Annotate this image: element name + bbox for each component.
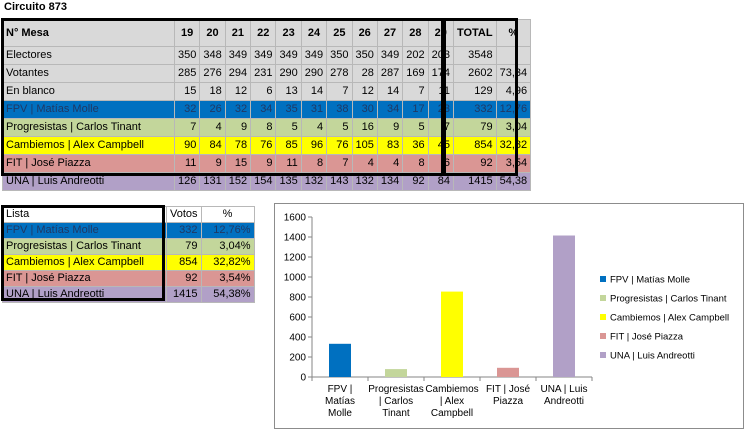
mesa-value-cell: 18 — [200, 83, 225, 101]
pct-cell — [496, 47, 531, 65]
mesa-value-cell: 6 — [428, 155, 453, 173]
mesa-value-cell: 6 — [251, 83, 276, 101]
mesa-value-cell: 35 — [276, 101, 301, 119]
legend-swatch — [600, 352, 606, 358]
mesa-value-cell: 17 — [403, 101, 428, 119]
summary-table — [2, 206, 255, 303]
legend-swatch — [600, 314, 606, 320]
total-cell: 129 — [453, 83, 496, 101]
bar-chart — [275, 204, 743, 428]
summary-row — [3, 223, 255, 239]
x-tick-label-line: Piazza — [492, 396, 524, 407]
header-cell-mesa-number: 25 — [327, 20, 352, 47]
mesa-value-cell: 174 — [428, 65, 453, 83]
mesa-value-cell: 36 — [403, 137, 428, 155]
mesa-value-cell: 290 — [276, 65, 301, 83]
mesa-value-cell: 135 — [276, 173, 301, 191]
header-cell-mesa-number: 27 — [377, 20, 402, 47]
mesa-value-cell: 349 — [251, 47, 276, 65]
x-tick-label-line: Tinant — [382, 408, 410, 419]
y-tick-label: 600 — [289, 312, 306, 324]
summary-pct-cell: 54,38% — [201, 287, 254, 303]
summary-votos-cell: 854 — [167, 255, 202, 271]
mesa-value-cell: 16 — [352, 119, 377, 137]
mesa-value-cell: 7 — [175, 119, 200, 137]
mesa-value-cell: 90 — [175, 137, 200, 155]
legend-label: FPV | Matías Molle — [610, 274, 691, 286]
x-tick-label-line: Molle — [328, 408, 352, 419]
mesa-value-cell: 131 — [200, 173, 225, 191]
mesa-value-cell: 285 — [175, 65, 200, 83]
y-tick-label: 1600 — [283, 212, 306, 224]
total-cell: 92 — [453, 155, 496, 173]
summary-row — [3, 239, 255, 255]
mesa-value-cell: 76 — [251, 137, 276, 155]
mesa-value-cell: 8 — [301, 155, 326, 173]
y-tick-label: 1200 — [283, 252, 306, 264]
pct-cell: 4,96 — [496, 83, 531, 101]
row-label: Electores — [3, 47, 175, 65]
summary-votos-cell: 332 — [167, 223, 202, 239]
pct-cell: 54,38 — [496, 173, 531, 191]
mesa-value-cell: 96 — [301, 137, 326, 155]
header-cell-total: TOTAL — [453, 20, 496, 47]
summary-row — [3, 271, 255, 287]
legend-label: FIT | José Piazza — [610, 331, 684, 343]
bar — [497, 368, 519, 377]
row-label: UNA | Luis Andreotti — [3, 173, 175, 191]
mesa-value-cell: 9 — [377, 119, 402, 137]
row-label: FIT | José Piazza — [3, 155, 175, 173]
mesa-value-cell: 4 — [352, 155, 377, 173]
x-tick-label-line: Matías — [324, 396, 356, 407]
mesa-value-cell: 287 — [377, 65, 402, 83]
summary-lista-cell: Progresistas | Carlos Tinant — [3, 239, 167, 255]
summary-header-lista: Lista — [3, 207, 167, 223]
header-cell-mesa-number: 20 — [200, 20, 225, 47]
mesa-value-cell: 92 — [403, 173, 428, 191]
mesa-value-cell: 349 — [377, 47, 402, 65]
mesa-value-cell: 7 — [428, 119, 453, 137]
mesa-value-cell: 12 — [225, 83, 250, 101]
mesa-value-cell: 14 — [301, 83, 326, 101]
mesa-value-cell: 23 — [428, 101, 453, 119]
mesa-value-cell: 9 — [251, 155, 276, 173]
total-cell: 2602 — [453, 65, 496, 83]
mesa-value-cell: 350 — [352, 47, 377, 65]
header-cell-pct: % — [496, 20, 531, 47]
x-tick-label — [425, 384, 478, 419]
mesa-value-cell: 34 — [251, 101, 276, 119]
mesa-value-cell: 202 — [403, 47, 428, 65]
mesa-value-cell: 11 — [175, 155, 200, 173]
y-tick-label: 1400 — [283, 232, 306, 244]
row-label: FPV | Matías Molle — [3, 101, 175, 119]
mesa-value-cell: 32 — [225, 101, 250, 119]
bar — [441, 292, 463, 377]
mesa-value-cell: 350 — [327, 47, 352, 65]
mesa-value-cell: 84 — [200, 137, 225, 155]
legend-swatch — [600, 333, 606, 339]
mesa-value-cell: 85 — [276, 137, 301, 155]
mesa-value-cell: 278 — [327, 65, 352, 83]
mesa-value-cell: 32 — [175, 101, 200, 119]
header-cell-mesa-number: 19 — [175, 20, 200, 47]
table-row — [3, 173, 531, 191]
y-tick-label: 1000 — [283, 272, 306, 284]
mesa-value-cell: 276 — [200, 65, 225, 83]
mesa-value-cell: 8 — [251, 119, 276, 137]
y-tick-label: 400 — [289, 332, 306, 344]
mesa-value-cell: 15 — [225, 155, 250, 173]
mesa-value-cell: 30 — [352, 101, 377, 119]
mesa-value-cell: 350 — [175, 47, 200, 65]
x-tick-label — [486, 384, 531, 407]
summary-header-votos: Votos — [167, 207, 202, 223]
x-tick-label-line: Campbell — [430, 408, 474, 419]
mesa-value-cell: 7 — [403, 83, 428, 101]
mesa-value-cell: 290 — [301, 65, 326, 83]
row-label: Progresistas | Carlos Tinant — [3, 119, 175, 137]
mesa-value-cell: 5 — [276, 119, 301, 137]
summary-lista-cell: FIT | José Piazza — [3, 271, 167, 287]
mesa-value-cell: 7 — [327, 83, 352, 101]
legend-label: Progresistas | Carlos Tinant — [610, 293, 727, 305]
mesa-value-cell: 132 — [301, 173, 326, 191]
header-cell-mesa-number: 23 — [276, 20, 301, 47]
legend-swatch — [600, 295, 606, 301]
row-label: En blanco — [3, 83, 175, 101]
mesa-value-cell: 13 — [276, 83, 301, 101]
mesa-value-cell: 5 — [403, 119, 428, 137]
pct-cell: 12,76 — [496, 101, 531, 119]
summary-header-pct: % — [201, 207, 254, 223]
chart-frame — [274, 203, 744, 429]
pct-cell: 32,82 — [496, 137, 531, 155]
pct-cell: 73,34 — [496, 65, 531, 83]
legend-swatch — [600, 276, 606, 282]
y-tick-label: 0 — [300, 372, 306, 384]
mesa-value-cell: 12 — [352, 83, 377, 101]
total-cell: 332 — [453, 101, 496, 119]
mesa-value-cell: 7 — [327, 155, 352, 173]
mesa-value-cell: 4 — [377, 155, 402, 173]
total-cell: 854 — [453, 137, 496, 155]
mesa-value-cell: 26 — [200, 101, 225, 119]
x-tick-label — [540, 384, 587, 407]
mesa-value-cell: 9 — [200, 155, 225, 173]
header-cell-mesa-number: 28 — [403, 20, 428, 47]
table-row — [3, 155, 531, 173]
table-row — [3, 65, 531, 83]
row-label: Votantes — [3, 65, 175, 83]
mesa-value-cell: 28 — [352, 65, 377, 83]
x-tick-label — [368, 384, 424, 419]
mesa-value-cell: 349 — [276, 47, 301, 65]
summary-votos-cell: 92 — [167, 271, 202, 287]
bar — [329, 344, 351, 377]
table-row — [3, 101, 531, 119]
mesa-value-cell: 8 — [403, 155, 428, 173]
mesa-value-cell: 11 — [276, 155, 301, 173]
summary-pct-cell: 3,54% — [201, 271, 254, 287]
mesa-value-cell: 105 — [352, 137, 377, 155]
mesa-value-cell: 9 — [225, 119, 250, 137]
summary-pct-cell: 32,82% — [201, 255, 254, 271]
mesa-value-cell: 4 — [301, 119, 326, 137]
bar — [553, 236, 575, 378]
header-cell-mesa: N° Mesa — [3, 20, 175, 47]
x-tick-label-line: UNA | Luis — [540, 384, 588, 395]
mesa-value-cell: 134 — [377, 173, 402, 191]
mesa-value-cell: 5 — [327, 119, 352, 137]
header-cell-mesa-number: 29 — [428, 20, 453, 47]
table-row — [3, 47, 531, 65]
mesa-value-cell: 126 — [175, 173, 200, 191]
mesa-value-cell: 152 — [225, 173, 250, 191]
summary-pct-cell: 3,04% — [201, 239, 254, 255]
page-title: Circuito 873 — [4, 1, 67, 13]
x-tick-label-line: FPV | — [327, 384, 353, 395]
summary-votos-cell: 79 — [167, 239, 202, 255]
summary-pct-cell: 12,76% — [201, 223, 254, 239]
summary-row — [3, 287, 255, 303]
x-tick-label-line: | Alex — [439, 396, 465, 407]
summary-header-row — [3, 207, 255, 223]
results-table — [2, 19, 531, 191]
mesa-value-cell: 349 — [225, 47, 250, 65]
summary-row — [3, 255, 255, 271]
mesa-value-cell: 45 — [428, 137, 453, 155]
summary-lista-cell: FPV | Matías Molle — [3, 223, 167, 239]
mesa-value-cell: 348 — [200, 47, 225, 65]
mesa-value-cell: 78 — [225, 137, 250, 155]
table-row — [3, 119, 531, 137]
row-label: Cambiemos | Alex Campbell — [3, 137, 175, 155]
mesa-value-cell: 11 — [428, 83, 453, 101]
pct-cell: 3,04 — [496, 119, 531, 137]
mesa-value-cell: 132 — [352, 173, 377, 191]
table-row — [3, 137, 531, 155]
mesa-value-cell: 203 — [428, 47, 453, 65]
header-cell-mesa-number: 24 — [301, 20, 326, 47]
total-cell: 79 — [453, 119, 496, 137]
mesa-value-cell: 294 — [225, 65, 250, 83]
total-cell: 3548 — [453, 47, 496, 65]
header-cell-mesa-number: 21 — [225, 20, 250, 47]
summary-votos-cell: 1415 — [167, 287, 202, 303]
mesa-value-cell: 231 — [251, 65, 276, 83]
mesa-value-cell: 38 — [327, 101, 352, 119]
legend-label: Cambiemos | Alex Campbell — [610, 312, 730, 324]
y-tick-label: 200 — [289, 352, 306, 364]
x-tick-label-line: Andreotti — [543, 396, 585, 407]
mesa-value-cell: 15 — [175, 83, 200, 101]
pct-cell: 3,54 — [496, 155, 531, 173]
summary-lista-cell: UNA | Luis Andreotti — [3, 287, 167, 303]
mesa-value-cell: 14 — [377, 83, 402, 101]
mesa-value-cell: 4 — [200, 119, 225, 137]
mesa-value-cell: 84 — [428, 173, 453, 191]
x-tick-label — [325, 384, 355, 419]
table-header-row — [3, 20, 531, 47]
total-cell: 1415 — [453, 173, 496, 191]
x-tick-label-line: Progresistas — [368, 384, 424, 395]
mesa-value-cell: 169 — [403, 65, 428, 83]
legend-label: UNA | Luis Andreotti — [610, 350, 695, 362]
mesa-value-cell: 31 — [301, 101, 326, 119]
mesa-value-cell: 76 — [327, 137, 352, 155]
x-tick-label-line: FIT | José — [485, 384, 531, 395]
header-cell-mesa-number: 26 — [352, 20, 377, 47]
header-cell-mesa-number: 22 — [251, 20, 276, 47]
table-row — [3, 83, 531, 101]
mesa-value-cell: 349 — [301, 47, 326, 65]
bar — [385, 369, 407, 377]
summary-lista-cell: Cambiemos | Alex Campbell — [3, 255, 167, 271]
x-tick-label-line: Cambiemos — [425, 384, 479, 395]
x-tick-label-line: | Carlos — [378, 396, 414, 407]
mesa-value-cell: 143 — [327, 173, 352, 191]
mesa-value-cell: 154 — [251, 173, 276, 191]
mesa-value-cell: 34 — [377, 101, 402, 119]
y-tick-label: 800 — [289, 292, 306, 304]
mesa-value-cell: 83 — [377, 137, 402, 155]
